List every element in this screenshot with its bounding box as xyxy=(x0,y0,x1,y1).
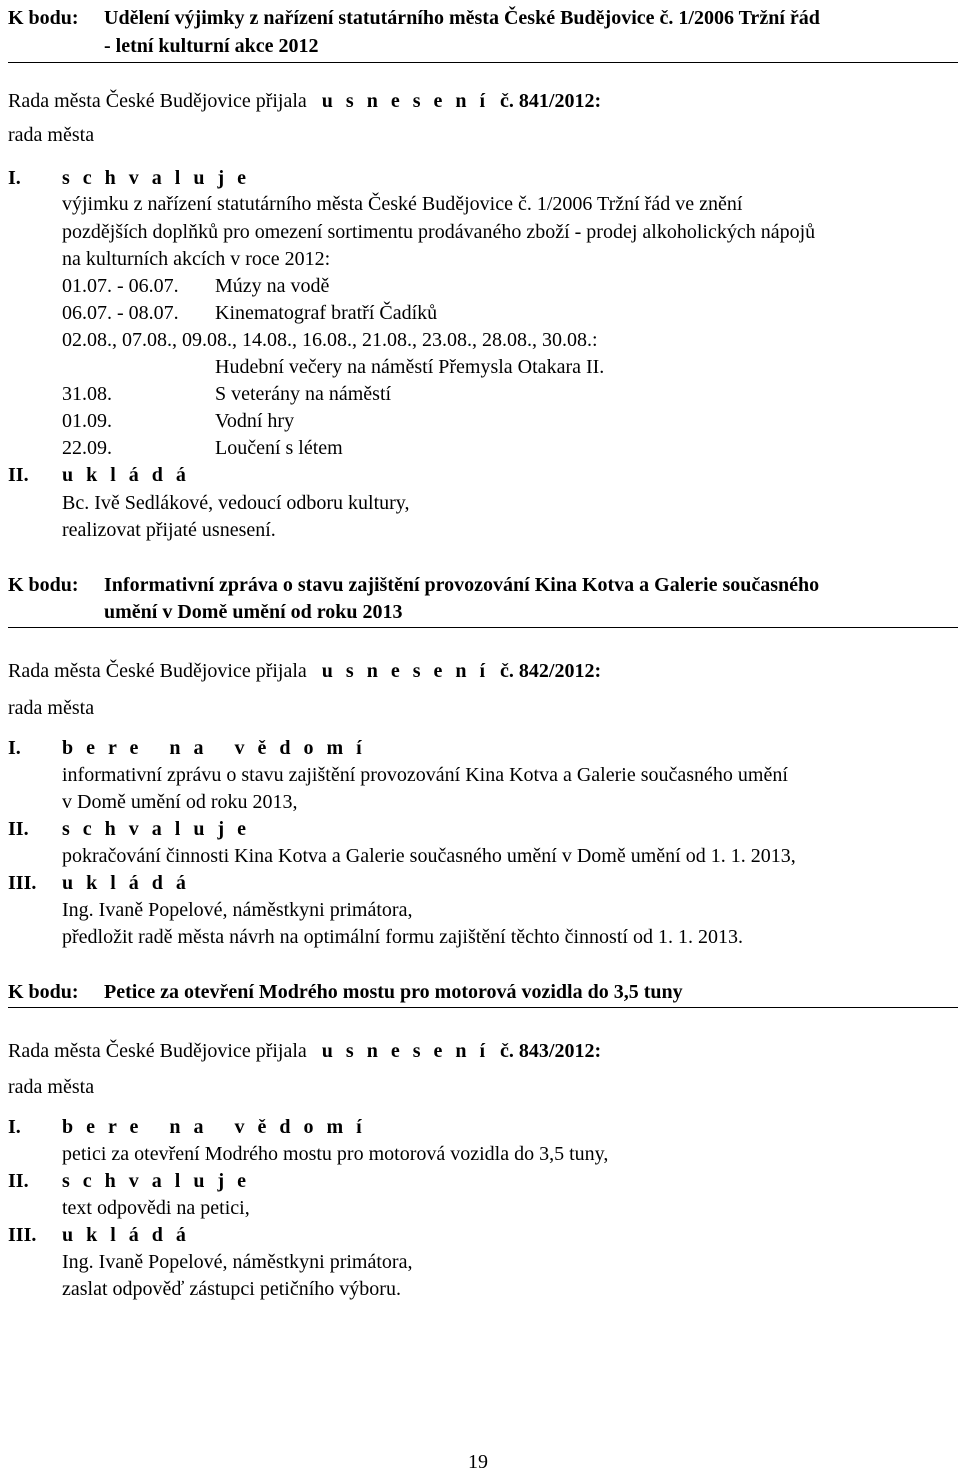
s3-resolution-line xyxy=(8,1039,601,1063)
s1-event5-date: 01.09. xyxy=(62,410,112,432)
s2-title-line2: umění v Domě umění od roku 2013 xyxy=(104,601,403,623)
s3-kbodu-label: K bodu: xyxy=(8,981,79,1003)
s1-title-rule xyxy=(8,62,958,63)
page-number: 19 xyxy=(468,1451,488,1473)
s2-point1-line1: informativní zprávu o stavu zajištění provozování Kina Kotva a Galerie současného umění xyxy=(62,764,788,786)
s3-point3-number: III. xyxy=(8,1224,37,1246)
s2-point2-number: II. xyxy=(8,818,29,840)
s1-title-line1: Udělení výjimky z nařízení statutárního města České Budějovice č. 1/2006 Tržní řád xyxy=(104,7,820,29)
s2-point3-line2: předložit radě města návrh na optimální formu zajištění těchto činností od 1. 1. 2013. xyxy=(62,926,743,948)
s1-kbodu-label: K bodu: xyxy=(8,7,79,29)
s3-point1-line1: petici za otevření Modrého mostu pro motorová vozidla do 3,5 tuny, xyxy=(62,1143,609,1165)
s3-point3-line1: Ing. Ivaně Popelové, náměstkyni primátora, xyxy=(62,1251,413,1273)
s2-point2-line1: pokračování činnosti Kina Kotva a Galerie současného umění v Domě umění od 1. 1. 2013, xyxy=(62,845,796,867)
s2-point3-verb: u k l á d á xyxy=(62,872,190,894)
s3-title-rule xyxy=(8,1007,958,1008)
s3-point1-verb: b e r e n a v ě d o m í xyxy=(62,1116,366,1138)
s2-kbodu-label: K bodu: xyxy=(8,574,79,596)
s3-point2-line1: text odpovědi na petici, xyxy=(62,1197,250,1219)
s1-event4-name: S veterány na náměstí xyxy=(215,383,392,405)
s2-resolution-number: č. 842/2012: xyxy=(500,660,602,682)
s3-rada-prefix: Rada města České Budějovice přijala xyxy=(8,1040,307,1062)
s3-point1-number: I. xyxy=(8,1116,21,1138)
s1-point1-line1: výjimku z nařízení statutárního města České Budějovice č. 1/2006 Tržní řád ve znění xyxy=(62,193,743,215)
s1-event2-date: 06.07. - 08.07. xyxy=(62,302,179,324)
s1-point1-line2: pozdějších doplňků pro omezení sortimentu prodávaného zboží - prodej alkoholických nápojů xyxy=(62,221,816,243)
s1-event6-name: Loučení s létem xyxy=(215,437,343,459)
s3-point2-number: II. xyxy=(8,1170,29,1192)
s1-point2-number: II. xyxy=(8,464,29,486)
s3-resolution-number: č. 843/2012: xyxy=(500,1040,602,1062)
s2-title-rule xyxy=(8,627,958,628)
s3-usneseni: u s n e s e n í xyxy=(321,1040,490,1062)
s2-point2-verb: s c h v a l u j e xyxy=(62,818,250,840)
s1-point1-number: I. xyxy=(8,167,21,189)
s1-point1-line3: na kulturních akcích v roce 2012: xyxy=(62,248,331,270)
s2-point1-line2: v Domě umění od roku 2013, xyxy=(62,791,298,813)
s1-event2-name: Kinematograf bratří Čadíků xyxy=(215,302,438,324)
s1-event1-date: 01.07. - 06.07. xyxy=(62,275,179,297)
s2-title-line1: Informativní zpráva o stavu zajištění provozování Kina Kotva a Galerie současného xyxy=(104,574,820,596)
s1-resolution-number: č. 841/2012: xyxy=(500,90,602,112)
s1-event3-dates: 02.08., 07.08., 09.08., 14.08., 16.08., 21.08., 23.08., 28.08., 30.08.: xyxy=(62,329,598,351)
s1-point1-verb: s c h v a l u j e xyxy=(62,167,250,189)
s2-point3-line1: Ing. Ivaně Popelové, náměstkyni primátora, xyxy=(62,899,413,921)
s2-point1-verb: b e r e n a v ě d o m í xyxy=(62,737,366,759)
s1-point2-verb: u k l á d á xyxy=(62,464,190,486)
s1-event4-date: 31.08. xyxy=(62,383,112,405)
s1-event3-name: Hudební večery na náměstí Přemysla Otakara II. xyxy=(215,356,605,378)
s2-resolution-line xyxy=(8,659,601,683)
s1-point2-line2: realizovat přijaté usnesení. xyxy=(62,519,276,541)
s3-point2-verb: s c h v a l u j e xyxy=(62,1170,250,1192)
s3-point3-verb: u k l á d á xyxy=(62,1224,190,1246)
s3-point3-line2: zaslat odpověď zástupci petičního výboru. xyxy=(62,1278,401,1300)
s1-event1-name: Múzy na vodě xyxy=(215,275,330,297)
s2-rada-prefix: Rada města České Budějovice přijala xyxy=(8,660,307,682)
s1-resolution-line xyxy=(8,89,601,113)
s1-rada-mesta: rada města xyxy=(8,124,95,146)
s3-title-line1: Petice za otevření Modrého mostu pro motorová vozidla do 3,5 tuny xyxy=(104,981,683,1003)
s1-event5-name: Vodní hry xyxy=(215,410,295,432)
s1-usneseni: u s n e s e n í xyxy=(321,90,490,112)
s1-event6-date: 22.09. xyxy=(62,437,112,459)
s2-usneseni: u s n e s e n í xyxy=(321,660,490,682)
s2-point3-number: III. xyxy=(8,872,37,894)
s1-point2-line1: Bc. Ivě Sedlákové, vedoucí odboru kultury, xyxy=(62,492,410,514)
s1-title-line2: - letní kulturní akce 2012 xyxy=(104,35,319,57)
s3-rada-mesta: rada města xyxy=(8,1076,95,1098)
s1-rada-prefix: Rada města České Budějovice přijala xyxy=(8,90,307,112)
s2-rada-mesta: rada města xyxy=(8,697,95,719)
s2-point1-number: I. xyxy=(8,737,21,759)
